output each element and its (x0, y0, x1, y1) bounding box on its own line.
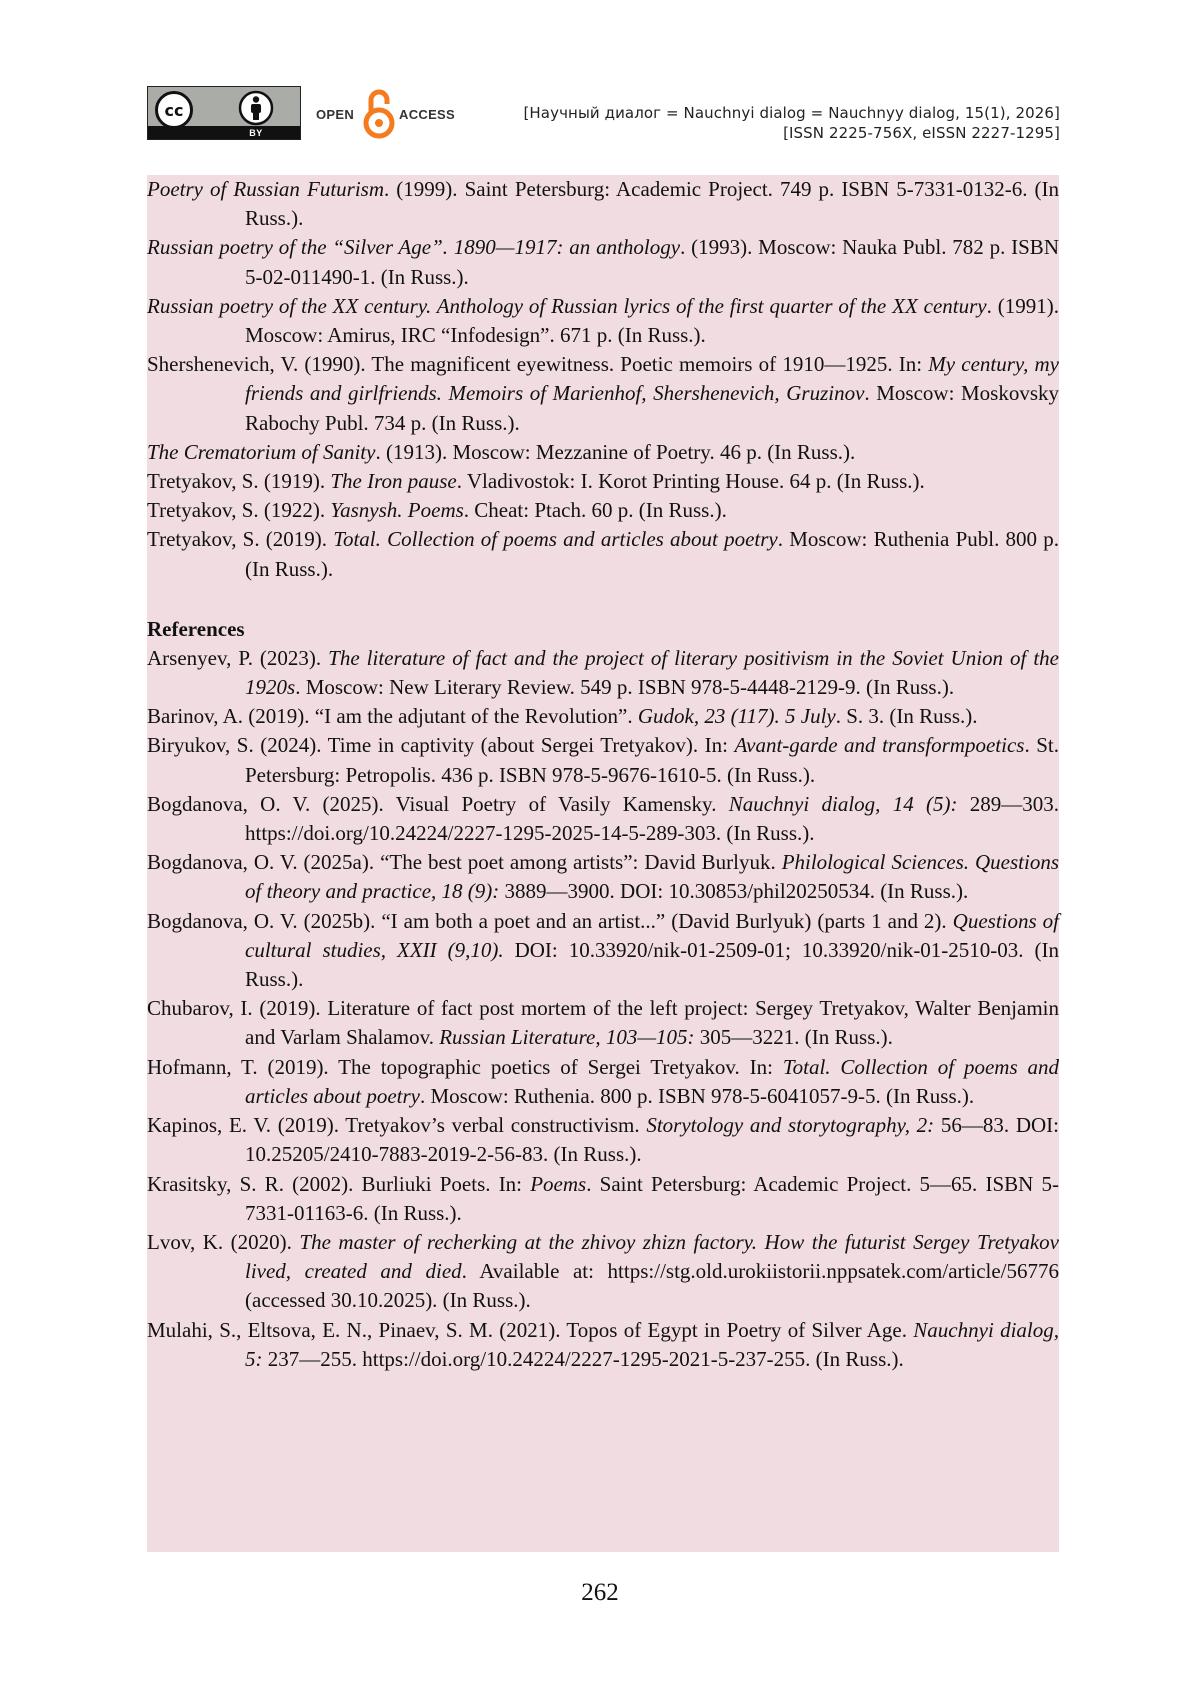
entry-text: 3889—3900. DOI: 10.30853/phil20250534. (In Russ.). (499, 879, 969, 904)
entry-italic-text: Poetry of Russian Futurism (147, 177, 384, 201)
entry-italic-text: Avant-garde and transformpoetics (734, 733, 1025, 758)
entry-italic-text: Nauchnyi dialog, 5: (245, 1317, 1059, 1371)
by-person-icon (238, 90, 274, 126)
entry-text: . St. Petersburg: Petropolis. 436 p. ISBN 978-5-9676-1610-5. (In Russ.). (245, 733, 1059, 787)
source-entry (147, 175, 1059, 233)
entry-italic-text: Nauchnyi dialog, 14 (5): (728, 791, 958, 816)
sources-list (147, 175, 1059, 584)
page-number: 262 (581, 1579, 619, 1606)
entry-text: Arsenyev, P. (2023). (147, 645, 329, 670)
entry-text: . (1913). Moscow: Mezzanine of Poetry. 46 p. (In Russ.). (375, 439, 856, 464)
source-entry (147, 525, 1059, 583)
reference-entry (147, 1111, 1059, 1169)
entry-text: . (1993). Moscow: Nauka Publ. 782 p. ISBN 5-02-011490-1. (In Russ.). (245, 235, 1059, 289)
entry-text: Shershenevich, V. (1990). The magnificent eyewitness. Poetic memoirs of 1910—1925. In: (147, 352, 929, 377)
entry-text: Barinov, A. (2019). “I am the adjutant of the Revolution”. (147, 704, 638, 729)
entry-italic-text: Russian poetry of the XX century. Anthology of Russian lyrics of the first quarter of the XX century (147, 293, 987, 318)
entry-text: . Saint Petersburg: Academic Project. 5—65. ISBN 5-7331-01163-6. (In Russ.). (245, 1171, 1060, 1225)
open-access-word-open: OPEN (316, 107, 355, 122)
entry-text: Krasitsky, S. R. (2002). Burliuki Poets. In: (147, 1171, 531, 1196)
references-list (147, 644, 1059, 1374)
entry-italic-text: Russian Literature, 103—105: (439, 1025, 695, 1050)
source-entry (147, 496, 1059, 525)
source-entry (147, 350, 1059, 438)
entry-italic-text: Gudok, 23 (117). 5 July (637, 704, 836, 729)
entry-text: . Available at: https://stg.old.urokiistorii.nppsatek.com/article/56776 (accessed 30.10.2025). (In Russ.). (245, 1259, 1060, 1313)
reference-entry (147, 644, 1059, 702)
entry-text: Bogdanova, O. V. (2025a). “The best poet among artists”: David Burlyuk. (147, 850, 782, 875)
entry-text: Biryukov, S. (2024). Time in captivity (about Sergei Tretyakov). In: (147, 733, 735, 758)
entry-text: . Cheat: Ptach. 60 p. (In Russ.). (463, 498, 727, 523)
cc-icon (154, 90, 194, 130)
entry-text: . Moscow: Moskovsky Rabochy Publ. 734 p. (In Russ.). (245, 381, 1059, 435)
entry-italic-text: The master of recherking at the zhivoy zhizn factory. How the futurist Sergey Tretyakov lived, created and died (245, 1229, 1059, 1284)
entry-text: Tretyakov, S. (1919). (147, 469, 331, 494)
source-entry (147, 292, 1059, 350)
page-header (0, 0, 1200, 160)
bibliography-block (147, 175, 1059, 1552)
reference-entry (147, 702, 1059, 731)
entry-italic-text: Questions of cultural studies, XXII (9,10). (245, 908, 1059, 962)
entry-italic-text: Total. Collection of poems and articles about poetry (245, 1054, 1059, 1108)
reference-entry (147, 1316, 1059, 1374)
entry-italic-text: Philological Sciences. Questions of theory and practice, 18 (9): (245, 850, 1059, 904)
cc-by-license-badge[interactable] (147, 86, 301, 140)
open-access-logo (316, 86, 456, 140)
entry-italic-text: The literature of fact and the project of literary positivism in the Soviet Union of the 1920s (245, 645, 1060, 700)
entry-italic-text: Total. Collection of poems and articles about poetry (333, 527, 778, 552)
reference-entry (147, 790, 1059, 848)
entry-italic-text: Yasnysh. Poems (330, 498, 464, 523)
entry-text: Kapinos, E. V. (2019). Tretyakov’s verbal constructivism. (147, 1113, 647, 1138)
open-access-word-access: ACCESS (399, 107, 455, 122)
journal-issn-line: [ISSN 2225-756X, eISSN 2227-1295] (783, 124, 1060, 142)
entry-text: Bogdanova, O. V. (2025). Visual Poetry of Vasily Kamensky. (147, 791, 729, 816)
entry-text: . (1999). Saint Petersburg: Academic Project. 749 p. ISBN 5-7331-0132-6. (In Russ.). (245, 177, 1059, 231)
entry-text: Tretyakov, S. (2019). (147, 527, 334, 552)
entry-italic-text: Russian poetry of the “Silver Age”. 1890—1917: an anthology (147, 235, 681, 260)
entry-italic-text: The Iron pause (330, 469, 457, 494)
entry-text: . (1991). Moscow: Amirus, IRC “Infodesign”. 671 p. (In Russ.). (245, 293, 1059, 348)
entry-italic-text: My century, my friends and girlfriends. Memoirs of Marienhof, Shershenevich, Gruzinov (245, 352, 1059, 406)
entry-text: . Vladivostok: I. Korot Printing House. 64 p. (In Russ.). (456, 469, 925, 494)
entry-italic-text: Poems (530, 1171, 587, 1196)
license-label: BY (249, 128, 263, 138)
entry-text: . Moscow: Ruthenia. 800 p. ISBN 978-5-6041057-9-5. (In Russ.). (419, 1083, 975, 1108)
source-entry (147, 467, 1059, 496)
entry-text: DOI: 10.33920/nik-01-2509-01; 10.33920/nik-01-2510-03. (In Russ.). (245, 937, 1059, 992)
entry-text: . S. 3. (In Russ.). (835, 704, 978, 729)
entry-text: 56—83. DOI: 10.25205/2410-7883-2019-2-56-83. (In Russ.). (245, 1113, 1059, 1167)
reference-entry (147, 907, 1059, 995)
svg-text:cc: cc (164, 101, 184, 120)
entry-text: Tretyakov, S. (1922). (147, 498, 331, 523)
section-gap (147, 584, 1059, 614)
references-heading: References (147, 616, 245, 641)
entry-text: Hofmann, T. (2019). The topographic poetics of Sergei Tretyakov. In: (147, 1054, 783, 1079)
reference-entry (147, 731, 1059, 789)
open-lock-icon (361, 86, 397, 140)
journal-title-line: [Научный диалог = Nauchnyi dialog = Nauchnyy dialog, 15(1), 2026] (523, 104, 1060, 122)
reference-entry (147, 848, 1059, 906)
entry-italic-text: Storytology and storytography, 2: (646, 1113, 935, 1138)
entry-text: Lvov, K. (2020). (147, 1229, 300, 1254)
reference-entry (147, 1053, 1059, 1111)
entry-text: . Moscow: Ruthenia Publ. 800 p. (In Russ.). (245, 527, 1059, 581)
entry-text: Bogdanova, O. V. (2025b). “I am both a poet and an artist...” (David Burlyuk) (parts 1 and 2). (147, 908, 953, 933)
entry-text: 237—255. https://doi.org/10.24224/2227-1295-2021-5-237-255. (In Russ.). (262, 1346, 904, 1371)
license-strip (148, 126, 300, 139)
entry-text: 289—303. https://doi.org/10.24224/2227-1295-2025-14-5-289-303. (In Russ.). (245, 791, 1059, 846)
source-entry (147, 438, 1059, 467)
entry-text: 305—3221. (In Russ.). (694, 1025, 893, 1050)
entry-text: . Moscow: New Literary Review. 549 p. ISBN 978-5-4448-2129-9. (In Russ.). (295, 675, 955, 700)
entry-italic-text: The Crematorium of Sanity (147, 439, 376, 464)
reference-entry (147, 1228, 1059, 1316)
reference-entry (147, 1170, 1059, 1228)
entry-text: Mulahi, S., Eltsova, E. N., Pinaev, S. M. (2021). Topos of Egypt in Poetry of Silver Age. (147, 1317, 914, 1342)
reference-entry (147, 994, 1059, 1052)
entry-text: Chubarov, I. (2019). Literature of fact post mortem of the left project: Sergey Tretyakov, Walter Benjamin and Varlam Shalamov. (147, 996, 1059, 1050)
journal-citation (523, 103, 1060, 143)
source-entry (147, 233, 1059, 291)
